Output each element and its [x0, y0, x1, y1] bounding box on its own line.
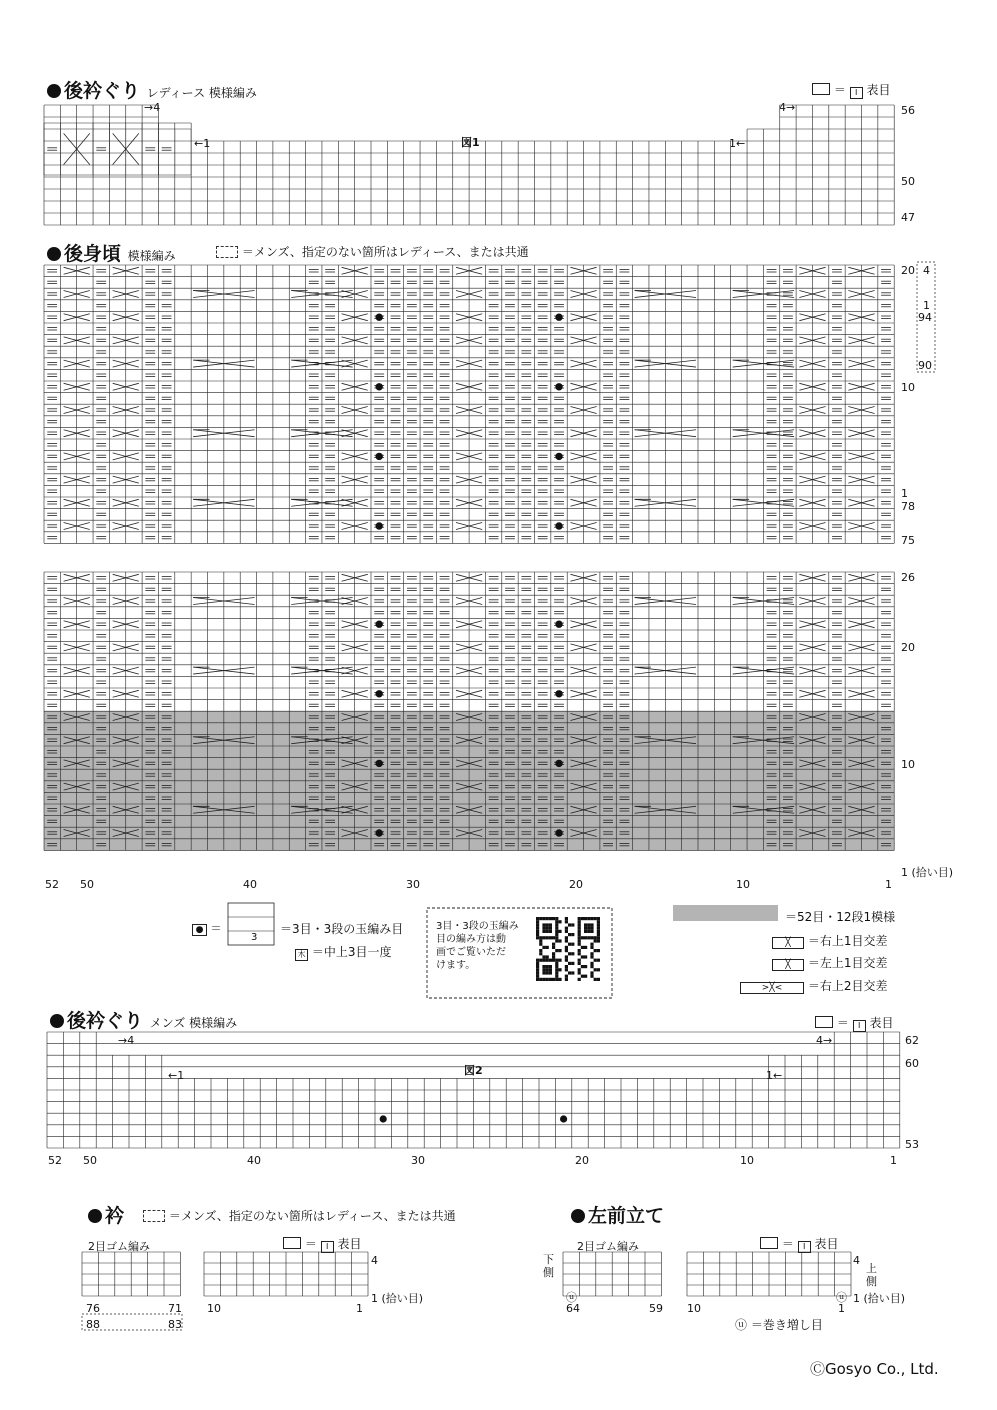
col-label: 83: [168, 1318, 182, 1331]
qr-code-module: [578, 917, 581, 920]
row-label: 53: [905, 1138, 919, 1151]
mens-col-bracket: [82, 1314, 182, 1330]
qr-code-module: [555, 927, 558, 930]
qr-code-module: [578, 930, 581, 933]
qr-code-module: [578, 943, 581, 946]
bobble-symbol: [375, 313, 382, 320]
qr-code-module: [565, 975, 568, 978]
qr-code-module: [536, 959, 539, 962]
qr-code-module: [597, 917, 600, 920]
col-label: 52: [48, 1154, 62, 1167]
qr-code-module: [555, 936, 558, 939]
qr-code-module: [578, 971, 581, 974]
qr-code-module: [536, 920, 539, 923]
cable-right1-legend: ╳ ＝右上1目交差: [772, 932, 887, 949]
qr-code-module: [571, 971, 574, 974]
qr-code-module: [536, 927, 539, 930]
qr-code-module: [568, 952, 571, 955]
qr-code-module: [597, 959, 600, 962]
qr-code-module: [584, 930, 587, 933]
bobble-symbol: [555, 760, 562, 767]
qr-code-module: [542, 923, 545, 926]
row-label: 1 (拾い目): [901, 866, 954, 879]
qr-code-module: [546, 955, 549, 958]
qr-code-module: [590, 923, 593, 926]
bobble-symbol: [555, 453, 562, 460]
row-label: 90: [918, 359, 932, 372]
qr-code-module: [590, 946, 593, 949]
qr-code-module: [565, 955, 568, 958]
qr-code-module: [584, 955, 587, 958]
qr-code-module: [536, 962, 539, 965]
col-label: 40: [243, 878, 257, 891]
qr-code-module: [590, 975, 593, 978]
row-label: 26: [901, 571, 915, 584]
qr-code-module: [590, 955, 593, 958]
qr-code-module: [578, 952, 581, 955]
bobble-inner-label: 3: [251, 932, 258, 943]
qr-code-module: [558, 939, 561, 942]
qr-code-module: [597, 949, 600, 952]
row-label: 1 (拾い目): [371, 1292, 424, 1305]
qr-code-module: [555, 971, 558, 974]
col-label: 1: [838, 1302, 845, 1315]
row-label: 78: [901, 500, 915, 513]
qr-code-module: [584, 917, 587, 920]
qr-code-module: [558, 968, 561, 971]
arrow-label: →4: [144, 101, 161, 114]
qr-code-module: [578, 962, 581, 965]
qr-code-module: [555, 923, 558, 926]
qr-code-module: [549, 959, 552, 962]
qr-code-module: [571, 923, 574, 926]
bobble-symbol: [555, 522, 562, 529]
qr-code-module: [594, 936, 597, 939]
col-label: 10: [207, 1302, 221, 1315]
qr-code-module: [546, 923, 549, 926]
row-label: 4: [371, 1254, 378, 1267]
qr-code-module: [581, 955, 584, 958]
qr-code-module: [558, 978, 561, 981]
qr-code-module: [571, 962, 574, 965]
qr-code-module: [565, 959, 568, 962]
row-label: 4: [923, 264, 930, 277]
qr-code-module: [597, 978, 600, 981]
qr-code-module: [542, 936, 545, 939]
qr-code-module: [568, 971, 571, 974]
qr-code-module: [542, 930, 545, 933]
qr-code-module: [597, 920, 600, 923]
qr-code-module: [594, 978, 597, 981]
left-front-legend: ＝ I 表目: [760, 1235, 838, 1253]
qr-code-module: [578, 927, 581, 930]
qr-code-module: [549, 971, 552, 974]
bobble-symbol: [555, 829, 562, 836]
qr-code-module: [542, 959, 545, 962]
qr-code-module: [594, 917, 597, 920]
center-dec-icon: 木: [295, 949, 308, 961]
qr-code-module: [568, 933, 571, 936]
row-label: 10: [901, 381, 915, 394]
qr-code-module: [565, 917, 568, 920]
col-label: 10: [736, 878, 750, 891]
qr-code-module: [578, 949, 581, 952]
qr-code-module: [549, 965, 552, 968]
qr-code-module: [539, 936, 542, 939]
qr-code-module: [536, 971, 539, 974]
qr-code-module: [552, 952, 555, 955]
qr-code-module: [565, 968, 568, 971]
qr-code-module: [549, 917, 552, 920]
col-label: 30: [411, 1154, 425, 1167]
qr-code-module: [542, 946, 545, 949]
qr-code-module: [590, 936, 593, 939]
arrow-label: 1←: [766, 1069, 783, 1082]
qr-code-module: [542, 955, 545, 958]
qr-code-module: [578, 939, 581, 942]
qr-code-module: [549, 927, 552, 930]
side-label: 下側: [543, 1253, 554, 1279]
ladies-neck-legend: ＝ I 表目: [812, 81, 890, 99]
qr-code-module: [549, 930, 552, 933]
qr-code-module: [581, 936, 584, 939]
bobble-symbol: [555, 690, 562, 697]
repeat-legend: ＝52目・12段1模様: [785, 910, 896, 924]
bobble-legend-text: ＝3目・3段の玉編み目: [280, 922, 404, 936]
qr-code-module: [539, 959, 542, 962]
qr-code-module: [552, 943, 555, 946]
qr-code-module: [536, 975, 539, 978]
row-label: 1: [923, 299, 930, 312]
qr-code-module: [546, 965, 549, 968]
cable-left1-legend: ╳ ＝左上1目交差: [772, 954, 887, 971]
collar-title: 衿: [88, 1201, 124, 1228]
qr-code-module: [587, 936, 590, 939]
row-label: 10: [901, 758, 915, 771]
knit-stitch-icon: I: [798, 1241, 811, 1253]
qr-code-module: [594, 959, 597, 962]
qr-code-module: [546, 959, 549, 962]
arrow-label: 1←: [729, 137, 746, 150]
cast-on-icon: ⓤ: [836, 1291, 847, 1304]
qr-code-module: [542, 917, 545, 920]
qr-code-module: [597, 933, 600, 936]
qr-code-module: [539, 939, 542, 942]
qr-code-module: [587, 927, 590, 930]
qr-code-module: [549, 936, 552, 939]
copyright: ⒸGosyo Co., Ltd.: [810, 1360, 939, 1378]
qr-code-module: [536, 930, 539, 933]
rib-label: 2目ゴム編み: [88, 1240, 150, 1253]
qr-code-module: [536, 965, 539, 968]
qr-code-module: [552, 917, 555, 920]
qr-code-module: [558, 930, 561, 933]
qr-caption: 3目・3段の玉編み 目の編み方は動 画でご覧いただ けます。: [436, 921, 519, 971]
qr-code-module: [536, 936, 539, 939]
qr-code-module: [565, 936, 568, 939]
qr-code-module: [578, 959, 581, 962]
bobble-symbol: [375, 760, 382, 767]
repeat-legend-swatch: [673, 905, 778, 921]
arrow-label: ←1: [168, 1069, 185, 1082]
bobble-symbol: [375, 620, 382, 627]
rib-label: 2目ゴム編み: [577, 1240, 639, 1253]
qr-code-module: [546, 946, 549, 949]
qr-code-module: [539, 949, 542, 952]
qr-code-module: [546, 968, 549, 971]
mens-neck-title: 後衿ぐり メンズ 模様編み: [50, 1006, 237, 1033]
qr-code-module: [546, 930, 549, 933]
qr-code-module: [568, 962, 571, 965]
back-body-title: 後身頃 模様編み: [47, 239, 176, 266]
row-label: 75: [901, 534, 915, 547]
row-label: 1: [901, 487, 908, 500]
qr-code-module: [555, 939, 558, 942]
qr-code-module: [549, 968, 552, 971]
qr-code-module: [555, 920, 558, 923]
qr-code-module: [571, 952, 574, 955]
left-front-title: 左前立て: [571, 1201, 664, 1228]
cast-on-legend: ⓤ ＝巻き増し目: [735, 1318, 823, 1332]
qr-code-module: [578, 936, 581, 939]
qr-code-module: [536, 978, 539, 981]
qr-code-module: [587, 930, 590, 933]
qr-code-module: [539, 978, 542, 981]
mens-neck-legend: ＝ I 表目: [815, 1014, 893, 1032]
arrow-label: 4→: [779, 101, 796, 114]
qr-code-module: [587, 917, 590, 920]
row-label: 47: [901, 211, 915, 224]
center-dec-legend: 木 ＝中上3目一度: [295, 943, 391, 961]
qr-code-module: [542, 968, 545, 971]
qr-code-module: [539, 917, 542, 920]
col-label: 1: [890, 1154, 897, 1167]
qr-code-module: [590, 971, 593, 974]
qr-code-module: [552, 959, 555, 962]
knit-stitch-icon: I: [321, 1241, 334, 1253]
row-label: 20: [901, 264, 915, 277]
qr-code-module: [594, 949, 597, 952]
qr-code-module: [597, 930, 600, 933]
qr-code-module: [597, 923, 600, 926]
row-label: 60: [905, 1057, 919, 1070]
qr-code-module: [590, 917, 593, 920]
qr-code-module: [555, 965, 558, 968]
qr-code-module: [590, 962, 593, 965]
qr-code-module: [581, 917, 584, 920]
qr-code-module: [546, 978, 549, 981]
bobble-diagram: [228, 903, 274, 945]
qr-code-module: [539, 952, 542, 955]
row-label: 4: [853, 1254, 860, 1267]
qr-code-module: [578, 923, 581, 926]
qr-code-module: [558, 949, 561, 952]
qr-code-module: [555, 978, 558, 981]
qr-code-module: [565, 939, 568, 942]
qr-code-module: [555, 933, 558, 936]
qr-code-module: [555, 949, 558, 952]
bobble-symbol: [380, 1115, 387, 1122]
qr-code-module: [581, 975, 584, 978]
col-label: 59: [649, 1302, 663, 1315]
qr-code-module: [568, 943, 571, 946]
side-label: 上側: [866, 1262, 877, 1288]
qr-code-module: [565, 927, 568, 930]
qr-code-module: [597, 939, 600, 942]
qr-code-module: [555, 968, 558, 971]
col-label: 71: [168, 1302, 182, 1315]
col-label: 88: [86, 1318, 100, 1331]
qr-code-module: [578, 968, 581, 971]
col-label: 52: [45, 878, 59, 891]
qr-code-module: [555, 962, 558, 965]
col-label: 1: [356, 1302, 363, 1315]
qr-code-module: [555, 975, 558, 978]
col-label: 20: [575, 1154, 589, 1167]
bobble-legend: ● ＝: [192, 920, 222, 936]
qr-code-module: [578, 978, 581, 981]
cast-on-icon: ⓤ: [566, 1291, 577, 1304]
qr-code-module: [549, 923, 552, 926]
qr-code-module: [590, 965, 593, 968]
qr-code-module: [584, 927, 587, 930]
row-label: 94: [918, 311, 932, 324]
collar-legend: ＝ I 表目: [283, 1235, 361, 1253]
qr-code-module: [552, 955, 555, 958]
back-body-note: ＝メンズ、指定のない箇所はレディース、または共通: [216, 243, 529, 260]
qr-code-module: [546, 917, 549, 920]
qr-code-module: [565, 965, 568, 968]
mens-row-bracket: [917, 262, 935, 372]
qr-code-module: [571, 943, 574, 946]
qr-code-module: [552, 946, 555, 949]
qr-code-module: [584, 975, 587, 978]
qr-code-module: [594, 968, 597, 971]
qr-code-module: [542, 965, 545, 968]
qr-code-module: [536, 923, 539, 926]
knit-stitch-icon: I: [853, 1020, 866, 1032]
qr-code-module: [590, 952, 593, 955]
col-label: 40: [247, 1154, 261, 1167]
qr-code-module: [565, 949, 568, 952]
collar-note: ＝メンズ、指定のない箇所はレディース、または共通: [143, 1207, 456, 1224]
qr-code-module: [542, 927, 545, 930]
qr-code-module: [536, 917, 539, 920]
qr-code-module: [552, 936, 555, 939]
qr-code-module: [590, 930, 593, 933]
qr-code-module: [565, 930, 568, 933]
row-label: 62: [905, 1034, 919, 1047]
bobble-symbol: [555, 383, 562, 390]
qr-code-module: [590, 943, 593, 946]
bobble-symbol: [555, 313, 562, 320]
qr-code-module: [555, 917, 558, 920]
qr-code-module: [542, 971, 545, 974]
qr-code-module: [590, 927, 593, 930]
bobble-symbol: [560, 1115, 567, 1122]
col-label: 20: [569, 878, 583, 891]
qr-code-module: [565, 920, 568, 923]
figure-label: 図2: [464, 1064, 483, 1077]
col-label: 50: [80, 878, 94, 891]
qr-code-module: [539, 943, 542, 946]
ladies-neck-title: 後衿ぐり レディース 模様編み: [47, 76, 257, 103]
qr-code-module: [542, 978, 545, 981]
qr-code-module: [597, 927, 600, 930]
arrow-label: →4: [118, 1034, 135, 1047]
qr-code-module: [568, 923, 571, 926]
figure-label: 図1: [461, 136, 480, 149]
col-label: 10: [740, 1154, 754, 1167]
row-label: 56: [901, 104, 915, 117]
bobble-symbol: [375, 383, 382, 390]
col-label: 50: [83, 1154, 97, 1167]
qr-code-module: [546, 927, 549, 930]
col-label: 30: [406, 878, 420, 891]
qr-code-module: [565, 946, 568, 949]
qr-code-module: [584, 965, 587, 968]
qr-code-module: [578, 933, 581, 936]
qr-code-module: [536, 968, 539, 971]
qr-code-module: [571, 933, 574, 936]
qr-code-module: [584, 936, 587, 939]
col-label: 10: [687, 1302, 701, 1315]
qr-code-module: [558, 959, 561, 962]
qr-code-module: [549, 978, 552, 981]
col-label: 64: [566, 1302, 580, 1315]
knit-stitch-icon: I: [850, 87, 863, 99]
qr-code-module: [555, 959, 558, 962]
qr-code-module: [565, 978, 568, 981]
bobble-symbol: [375, 829, 382, 836]
row-label: 20: [901, 641, 915, 654]
arrow-label: ←1: [194, 137, 211, 150]
bobble-symbol: [375, 522, 382, 529]
qr-code-module: [555, 930, 558, 933]
qr-callout-box: [427, 908, 612, 998]
qr-code-module: [581, 965, 584, 968]
qr-code-module: [587, 923, 590, 926]
qr-code-module: [546, 936, 549, 939]
qr-code-module: [552, 978, 555, 981]
bobble-symbol: [375, 690, 382, 697]
row-label: 50: [901, 175, 915, 188]
arrow-label: 4→: [816, 1034, 833, 1047]
bobble-symbol: [375, 453, 382, 460]
qr-code-module: [581, 946, 584, 949]
qr-code-module: [584, 923, 587, 926]
qr-code-module: [594, 939, 597, 942]
qr-code-module: [536, 933, 539, 936]
row-label: 1 (拾い目): [853, 1292, 906, 1305]
col-label: 76: [86, 1302, 100, 1315]
cable-right2-legend: >╳< ＝右上2目交差: [740, 977, 887, 994]
col-label: 1: [885, 878, 892, 891]
qr-code-module: [546, 971, 549, 974]
qr-code-module: [578, 920, 581, 923]
qr-code-module: [597, 968, 600, 971]
qr-code-module: [558, 920, 561, 923]
qr-code-module: [584, 946, 587, 949]
bobble-symbol: [555, 620, 562, 627]
qr-code-module: [597, 936, 600, 939]
